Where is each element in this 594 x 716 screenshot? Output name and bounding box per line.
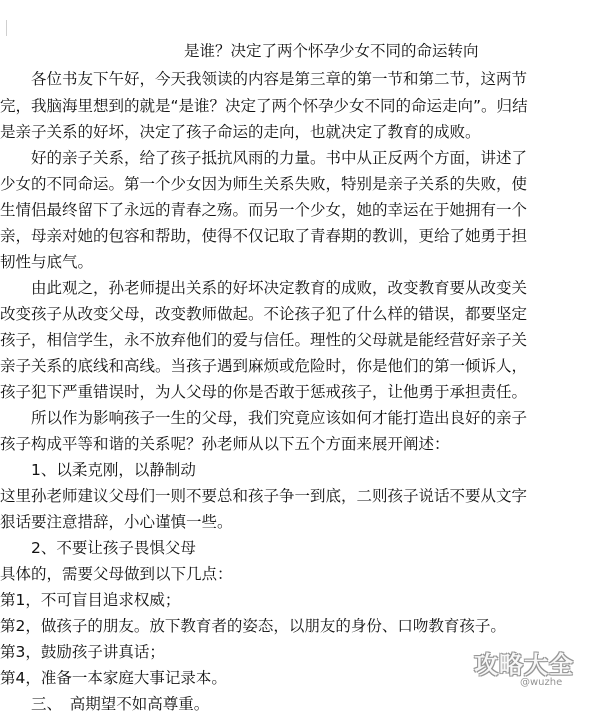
section-heading-2: 2、不要让孩子畏惧父母 [0, 539, 196, 557]
document-title: 是谁？决定了两个怀孕少女不同的命运转向 [184, 42, 479, 60]
list-item-3: 第3，鼓励孩子讲真话； [0, 643, 165, 661]
left-edge-mark [6, 20, 7, 36]
paragraph-line-12: 亲子关系的底线和高线。当孩子遇到麻烦或危险时，你是他们的第一倾诉人， [0, 357, 528, 375]
paragraph-line-16: 这里孙老师建议父母们一则不要总和孩子争一到底，二则孩子说话不要从文字 [0, 487, 528, 505]
paragraph-line-18: 具体的，需要父母做到以下几点： [0, 565, 233, 583]
paragraph-line-15: 孩子构成平等和谐的关系呢？孙老师从以下五个方面来展开阐述： [0, 435, 450, 453]
paragraph-line-2: 完，我脑海里想到的就是“是谁？决定了两个怀孕少女不同的命运走向”。归结 [0, 97, 528, 115]
paragraph-line-5: 少女的不同命运。第一个少女因为师生关系失败，特别是亲子关系的失败，使 [0, 175, 528, 193]
paragraph-line-17: 狠话要注意措辞，小心谨慎一些。 [0, 513, 233, 531]
paragraph-line-14: 所以作为影响孩子一生的父母，我们究竟应该如何才能打造出良好的亲子 [0, 409, 528, 427]
section-heading-3: 三、 高期望不如高尊重。 [0, 695, 210, 713]
paragraph-line-10: 改变孩子从改变父母，改变教师做起。不论孩子犯了什么样的错误，都要坚定 [0, 305, 528, 323]
paragraph-line-6: 生情侣最终留下了永远的青春之殇。而另一个少女，她的幸运在于她拥有一个 [0, 201, 528, 219]
paragraph-line-13: 孩子犯下严重错误时，为人父母的你是否敢于惩戒孩子，让他勇于承担责任。 [0, 383, 528, 401]
paragraph-line-9: 由此观之，孙老师提出关系的好坏决定教育的成败，改变教育要从改变关 [0, 279, 528, 297]
watermark-logo-text: 攻略大全 [474, 651, 574, 679]
paragraph-line-7: 亲，母亲对她的包容和帮助，使得不仅记取了青春期的教训，更给了她勇于担 [0, 227, 528, 245]
paragraph-line-8: 韧性与底气。 [0, 253, 94, 271]
paragraph-line-1: 各位书友下午好，今天我领读的内容是第三章的第一节和第二节，这两节 [0, 70, 528, 88]
section-heading-1: 1、以柔克刚，以静制动 [0, 461, 196, 479]
list-item-4: 第4，准备一本家庭大事记录本。 [0, 669, 227, 687]
list-item-1: 第1，不可盲目追求权威； [0, 591, 181, 609]
watermark-handle: @wuzhe [520, 677, 563, 688]
paragraph-line-4: 好的亲子关系，给了孩子抵抗风雨的力量。书中从正反两个方面，讲述了 [0, 149, 528, 167]
paragraph-line-11: 孩子，相信学生，永不放弃他们的爱与信任。理性的父母就是能经营好亲子关 [0, 331, 528, 349]
paragraph-line-3: 是亲子关系的好坏，决定了孩子命运的走向，也就决定了教育的成败。 [0, 123, 481, 141]
list-item-2: 第2，做孩子的朋友。放下教育者的姿态，以朋友的身份、口吻教育孩子。 [0, 617, 506, 635]
